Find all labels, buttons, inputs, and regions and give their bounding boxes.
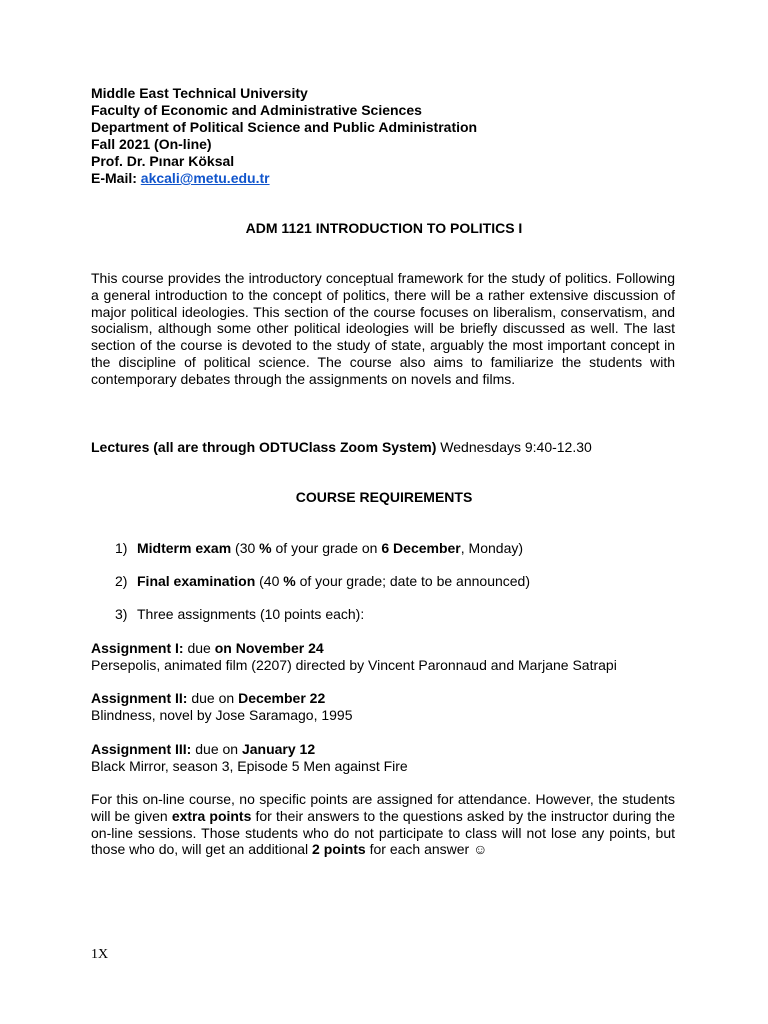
requirement-text: of your grade on <box>271 540 382 556</box>
requirement-item <box>115 540 523 556</box>
requirement-text: Three assignments (10 points each): <box>137 606 365 622</box>
assignment-label: Assignment III: <box>91 741 192 757</box>
assignment-detail: Blindness, novel by Jose Saramago, 1995 <box>91 707 353 723</box>
email-label: E-Mail: <box>91 170 141 186</box>
assignment-due-date: on November 24 <box>214 640 324 656</box>
university-name: Middle East Technical University <box>91 85 308 101</box>
attendance-text: for each answer ☺ <box>365 841 488 858</box>
requirement-item <box>115 573 530 589</box>
assignment-heading <box>91 640 617 657</box>
email-link[interactable]: akcali@metu.edu.tr <box>140 170 270 186</box>
assignment-due-date: January 12 <box>241 741 316 757</box>
assignment-due-text: due on <box>187 690 239 706</box>
attendance-text: for their answers to the questions asked by the instructor during the on-line sessions. Those students who do not participate to class will not lose any points, but those who do, will get an additional <box>91 807 675 858</box>
course-title: ADM 1121 INTRODUCTION TO POLITICS I <box>245 220 523 236</box>
assignment-detail: Black Mirror, season 3, Episode 5 Men against Fire <box>91 758 408 774</box>
instructor-name: Prof. Dr. Pınar Köksal <box>91 153 235 169</box>
requirement-text: , Monday) <box>460 540 524 556</box>
requirement-number: 2) <box>115 573 128 589</box>
requirement-title: Midterm exam <box>137 540 232 556</box>
attendance-text: For this on-line course, no specific points are assigned for attendance. However, the students will be given <box>91 791 675 824</box>
page-number: 1X <box>91 947 109 962</box>
requirement-text: (30 <box>231 540 260 556</box>
requirement-title: Final examination <box>137 573 256 589</box>
course-description: This course provides the introductory conceptual framework for the study of politics. Following a general introduction to the concept of politics, there will be a rather extensive discussion of major political ideologies. This section of the course focuses on liberalism, conservatism, and socialism, although some other political ideologies will be briefly discussed as well. The last section of the course is devoted to the study of state, arguably the most important concept in the discipline of political science. The course also aims to familiarize the students with contemporary debates through the assignments on novels and films. <box>91 270 675 387</box>
assignment-label: Assignment II: <box>91 690 188 706</box>
assignment-block <box>91 741 408 775</box>
attendance-emphasis: extra points <box>171 807 252 824</box>
assignment-due-date: December 22 <box>238 690 326 706</box>
requirement-date: 6 December <box>381 540 461 556</box>
requirements-heading: COURSE REQUIREMENTS <box>295 489 473 505</box>
assignment-detail: Persepolis, animated film (2207) directed by Vincent Paronnaud and Marjane Satrapi <box>91 657 617 673</box>
attendance-paragraph <box>91 791 675 858</box>
assignment-block <box>91 690 353 724</box>
lectures-label: Lectures (all are through ODTUClass Zoom System) <box>91 439 437 455</box>
assignment-heading <box>91 690 353 707</box>
requirement-percent: % <box>259 540 272 556</box>
course-header <box>91 85 477 187</box>
department-name: Department of Political Science and Public Administration <box>91 119 478 135</box>
requirement-text: (40 <box>255 573 284 589</box>
requirement-number: 1) <box>115 540 128 556</box>
assignment-heading <box>91 741 408 758</box>
lectures-schedule: Wednesdays 9:40-12.30 <box>436 439 592 455</box>
faculty-name: Faculty of Economic and Administrative Sciences <box>91 102 422 118</box>
lectures-line <box>91 439 592 455</box>
term: Fall 2021 (On-line) <box>91 136 212 152</box>
requirement-percent: % <box>283 573 296 589</box>
requirement-text: of your grade; date to be announced) <box>295 573 530 589</box>
assignment-due-text: due on <box>191 741 242 757</box>
assignment-due-text: due <box>183 640 215 656</box>
assignment-block <box>91 640 617 674</box>
assignment-label: Assignment I: <box>91 640 184 656</box>
requirement-number: 3) <box>115 606 128 622</box>
attendance-emphasis: 2 points <box>312 841 366 858</box>
email-line <box>91 170 477 187</box>
requirement-item <box>115 606 364 622</box>
